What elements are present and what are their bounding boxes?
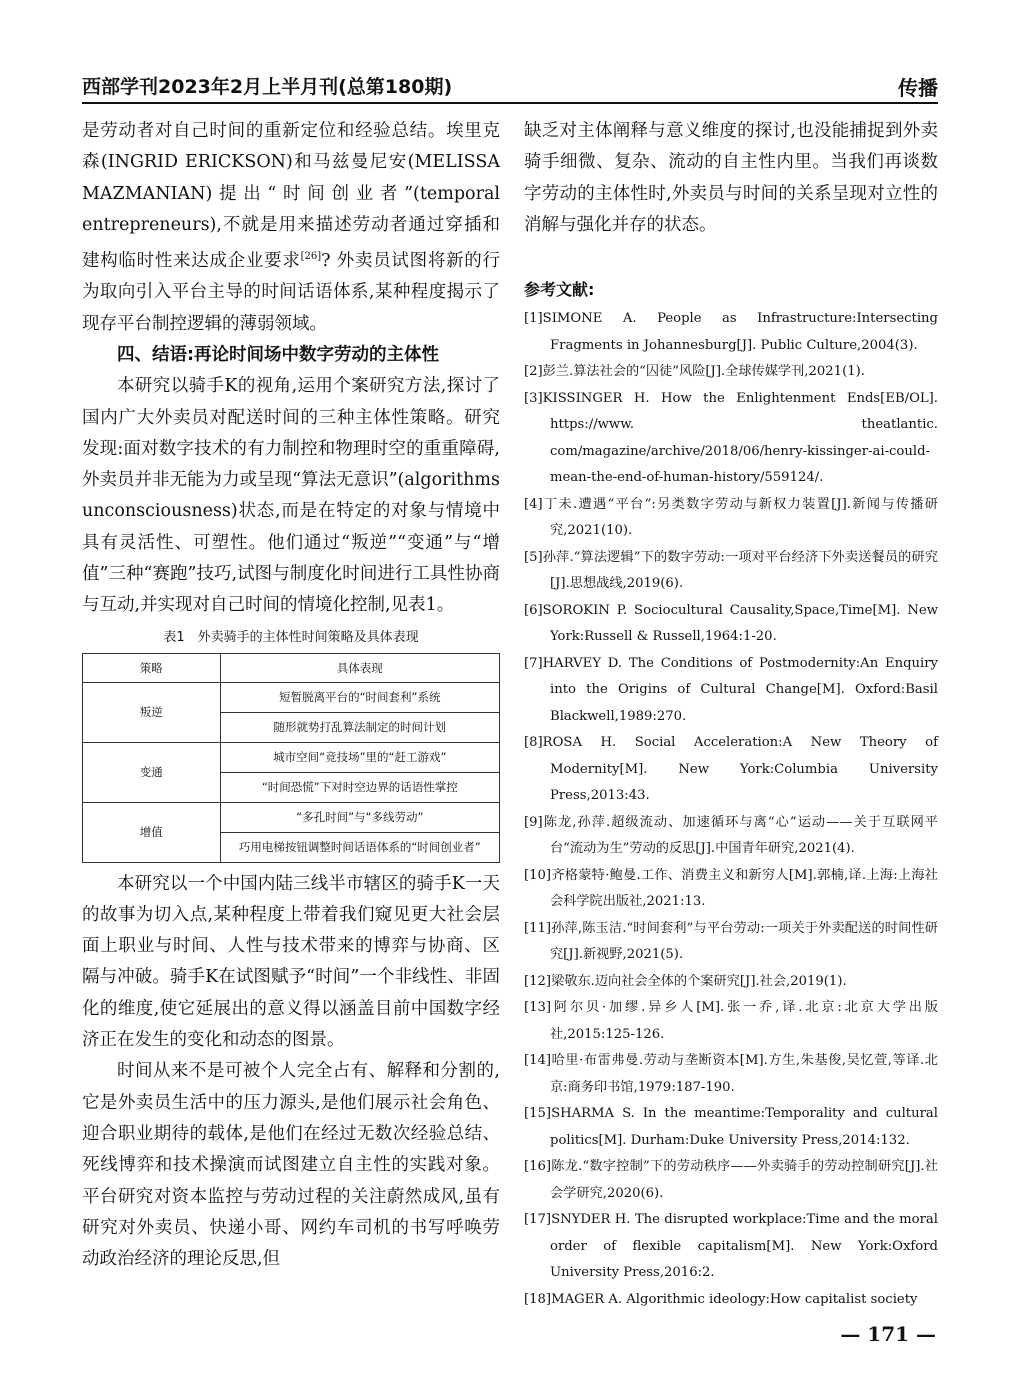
reference-item: [7]HARVEY D. The Conditions of Postmodernity:An Enquiry into the Origins of Cultural Change[M]. Oxford:Basil Blackwell,1989:270. <box>524 655 938 724</box>
reference-item: [4]丁未.遭遇“平台”:另类数字劳动与新权力装置[J].新闻与传播研究,2021(10). <box>524 496 938 539</box>
reference-item: [9]陈龙,孙萍.超级流动、加速循环与离“心”运动——关于互联网平台“流动为生”劳动的反思[J].中国青年研究,2021(4). <box>524 814 938 857</box>
table-header-row <box>83 653 500 682</box>
running-header <box>82 66 938 104</box>
reference-item: [14]哈里·布雷弗曼.劳动与垄断资本[M].方生,朱基俊,吴忆萱,等译.北京:商务印书馆,1979:187-190. <box>524 1053 938 1095</box>
table-header: 具体表现 <box>220 653 499 682</box>
paragraph: 本研究以骑手K的视角,运用个案研究方法,探讨了国内广大外卖员对配送时间的三种主体性策略。研究发现:面对数字技术的有力制控和物理时空的重重障碍,外卖员并非无能为力或呈现“算法无意识”(algorithms unconsciousness)状态,而是在特定的对象与情境中具有灵活性、可塑性。他们通过“叛逆”“变通”与“增值”三种“赛跑”技巧,试图与制度化时间进行工具性协商与互动,并实现对自己时间的情境化控制,见表1。 <box>82 376 500 616</box>
citation-superscript: [26] <box>300 251 322 263</box>
reference-item: [3]KISSINGER H. How the Enlightenment Ends[EB/OL]. https://www. theatlantic. com/magazine/archive/2018/06/henry-kissinger-ai-could-mean-the-end-of-human-history/559124/. <box>524 390 938 486</box>
table-row <box>83 742 500 772</box>
strategy-cell: 增值 <box>83 802 221 862</box>
detail-cell: “多孔时间”与“多线劳动” <box>220 802 499 832</box>
reference-item: [10]齐格蒙特·鲍曼.工作、消费主义和新穷人[M].郭楠,译.上海:上海社会科学院出版社,2021:13. <box>524 867 938 910</box>
strategy-cell: 变通 <box>83 742 221 802</box>
table-caption: 表1 外卖骑手的主体性时间策略及具体表现 <box>163 629 419 645</box>
table-row <box>83 802 500 832</box>
strategy-cell: 叛逆 <box>83 682 221 742</box>
section-label: 传播 <box>898 76 938 100</box>
paragraph: 缺乏对主体阐释与意义维度的探讨,也没能捕捉到外卖骑手细微、复杂、流动的自主性内里。当我们再谈数字劳动的主体性时,外卖员与时间的关系呈现对立性的消解与强化并存的状态。 <box>524 121 938 235</box>
references-title: 参考文献: <box>524 280 595 300</box>
detail-cell: “时间恐慌”下对时空边界的话语性掌控 <box>220 772 499 802</box>
page-number: — 171 — <box>840 1322 936 1346</box>
reference-item: [11]孙萍,陈玉洁.“时间套利”与平台劳动:一项关于外卖配送的时间性研究[J].新视野,2021(5). <box>524 920 938 963</box>
detail-cell: 短暂脱离平台的“时间套利”系统 <box>220 682 499 712</box>
right-column <box>524 116 938 1313</box>
references-list <box>524 306 938 1313</box>
journal-title: 西部学刊2023年2月上半月刊(总第180期) <box>82 76 453 98</box>
reference-item: [18]MAGER A. Algorithmic ideology:How capitalist society <box>524 1291 918 1307</box>
reference-item: [15]SHARMA S. In the meantime:Temporality and cultural politics[M]. Durham:Duke University Press,2014:132. <box>524 1106 938 1148</box>
reference-item: [6]SOROKIN P. Sociocultural Causality,Space,Time[M]. New York:Russell & Russell,1964:1-20. <box>524 602 938 645</box>
detail-cell: 城市空间“竞技场”里的“赶工游戏” <box>220 742 499 772</box>
reference-item: [17]SNYDER H. The disrupted workplace:Time and the moral order of flexible capitalism[M]. New York:Oxford University Press,2016:2. <box>524 1212 938 1281</box>
strategy-table <box>82 653 500 863</box>
paragraph-text: ? 外卖员试图将新的行为取向引入平台主导的时间话语体系,某种程度揭示了现存平台制控逻辑的薄弱领域。 <box>82 251 501 334</box>
reference-item: [13]阿尔贝·加缪.异乡人[M].张一乔,译.北京:北京大学出版社,2015:125-126. <box>524 1000 938 1042</box>
reference-item: [12]梁敬东.迈向社会全体的个案研究[J].社会,2019(1). <box>524 973 847 989</box>
reference-item: [8]ROSA H. Social Acceleration:A New Theory of Modernity[M]. New York:Columbia University Press,2013:43. <box>524 735 938 804</box>
left-column <box>82 116 500 1275</box>
paragraph <box>82 116 500 340</box>
paragraph: 本研究以一个中国内陆三线半市辖区的骑手K一天的故事为切入点,某种程度上带着我们窥见更大社会层面上职业与时间、人性与技术带来的博弈与协商、区隔与冲破。骑手K在试图赋予“时间”一个非线性、非固化的维度,使它延展出的意义得以涵盖目前中国数字经济正在发生的变化和动态的图景。 <box>82 873 500 1051</box>
reference-item: [16]陈龙.“数字控制”下的劳动秩序——外卖骑手的劳动控制研究[J].社会学研究,2020(6). <box>524 1159 938 1201</box>
table-row <box>83 682 500 712</box>
detail-cell: 随形就势打乱算法制定的时间计划 <box>220 712 499 742</box>
reference-item: [5]孙萍.“算法逻辑”下的数字劳动:一项对平台经济下外卖送餐员的研究[J].思想战线,2019(6). <box>524 549 938 592</box>
reference-item: [1]SIMONE A. People as Infrastructure:Intersecting Fragments in Johannesburg[J]. Public Culture,2004(3). <box>524 311 938 353</box>
reference-item: [2]彭兰.算法社会的“囚徒”风险[J].全球传媒学刊,2021(1). <box>524 364 865 380</box>
table-header: 策略 <box>83 653 221 682</box>
detail-cell: 巧用电梯按钮调整时间话语体系的“时间创业者” <box>220 832 499 862</box>
paragraph-text: 是劳动者对自己时间的重新定位和经验总结。埃里克森(INGRID ERICKSON)和马兹曼尼安(MELISSA MAZMANIAN)提出“时间创业者”(temporal entrepreneurs),不就是用来描述劳动者通过穿插和建构临时性来达成企业要求 <box>82 121 500 272</box>
section-heading: 四、结语:再论时间场中数字劳动的主体性 <box>117 344 439 365</box>
paragraph: 时间从来不是可被个人完全占有、解释和分割的,它是外卖员生活中的压力源头,是他们展示社会角色、迎合职业期待的载体,是他们在经过无数次经验总结、死线博弈和技术操演而试图建立自主性的实践对象。平台研究对资本监控与劳动过程的关注蔚然成风,虽有研究对外卖员、快递小哥、网约车司机的书写呼唤劳动政治经济的理论反思,但 <box>82 1061 500 1270</box>
